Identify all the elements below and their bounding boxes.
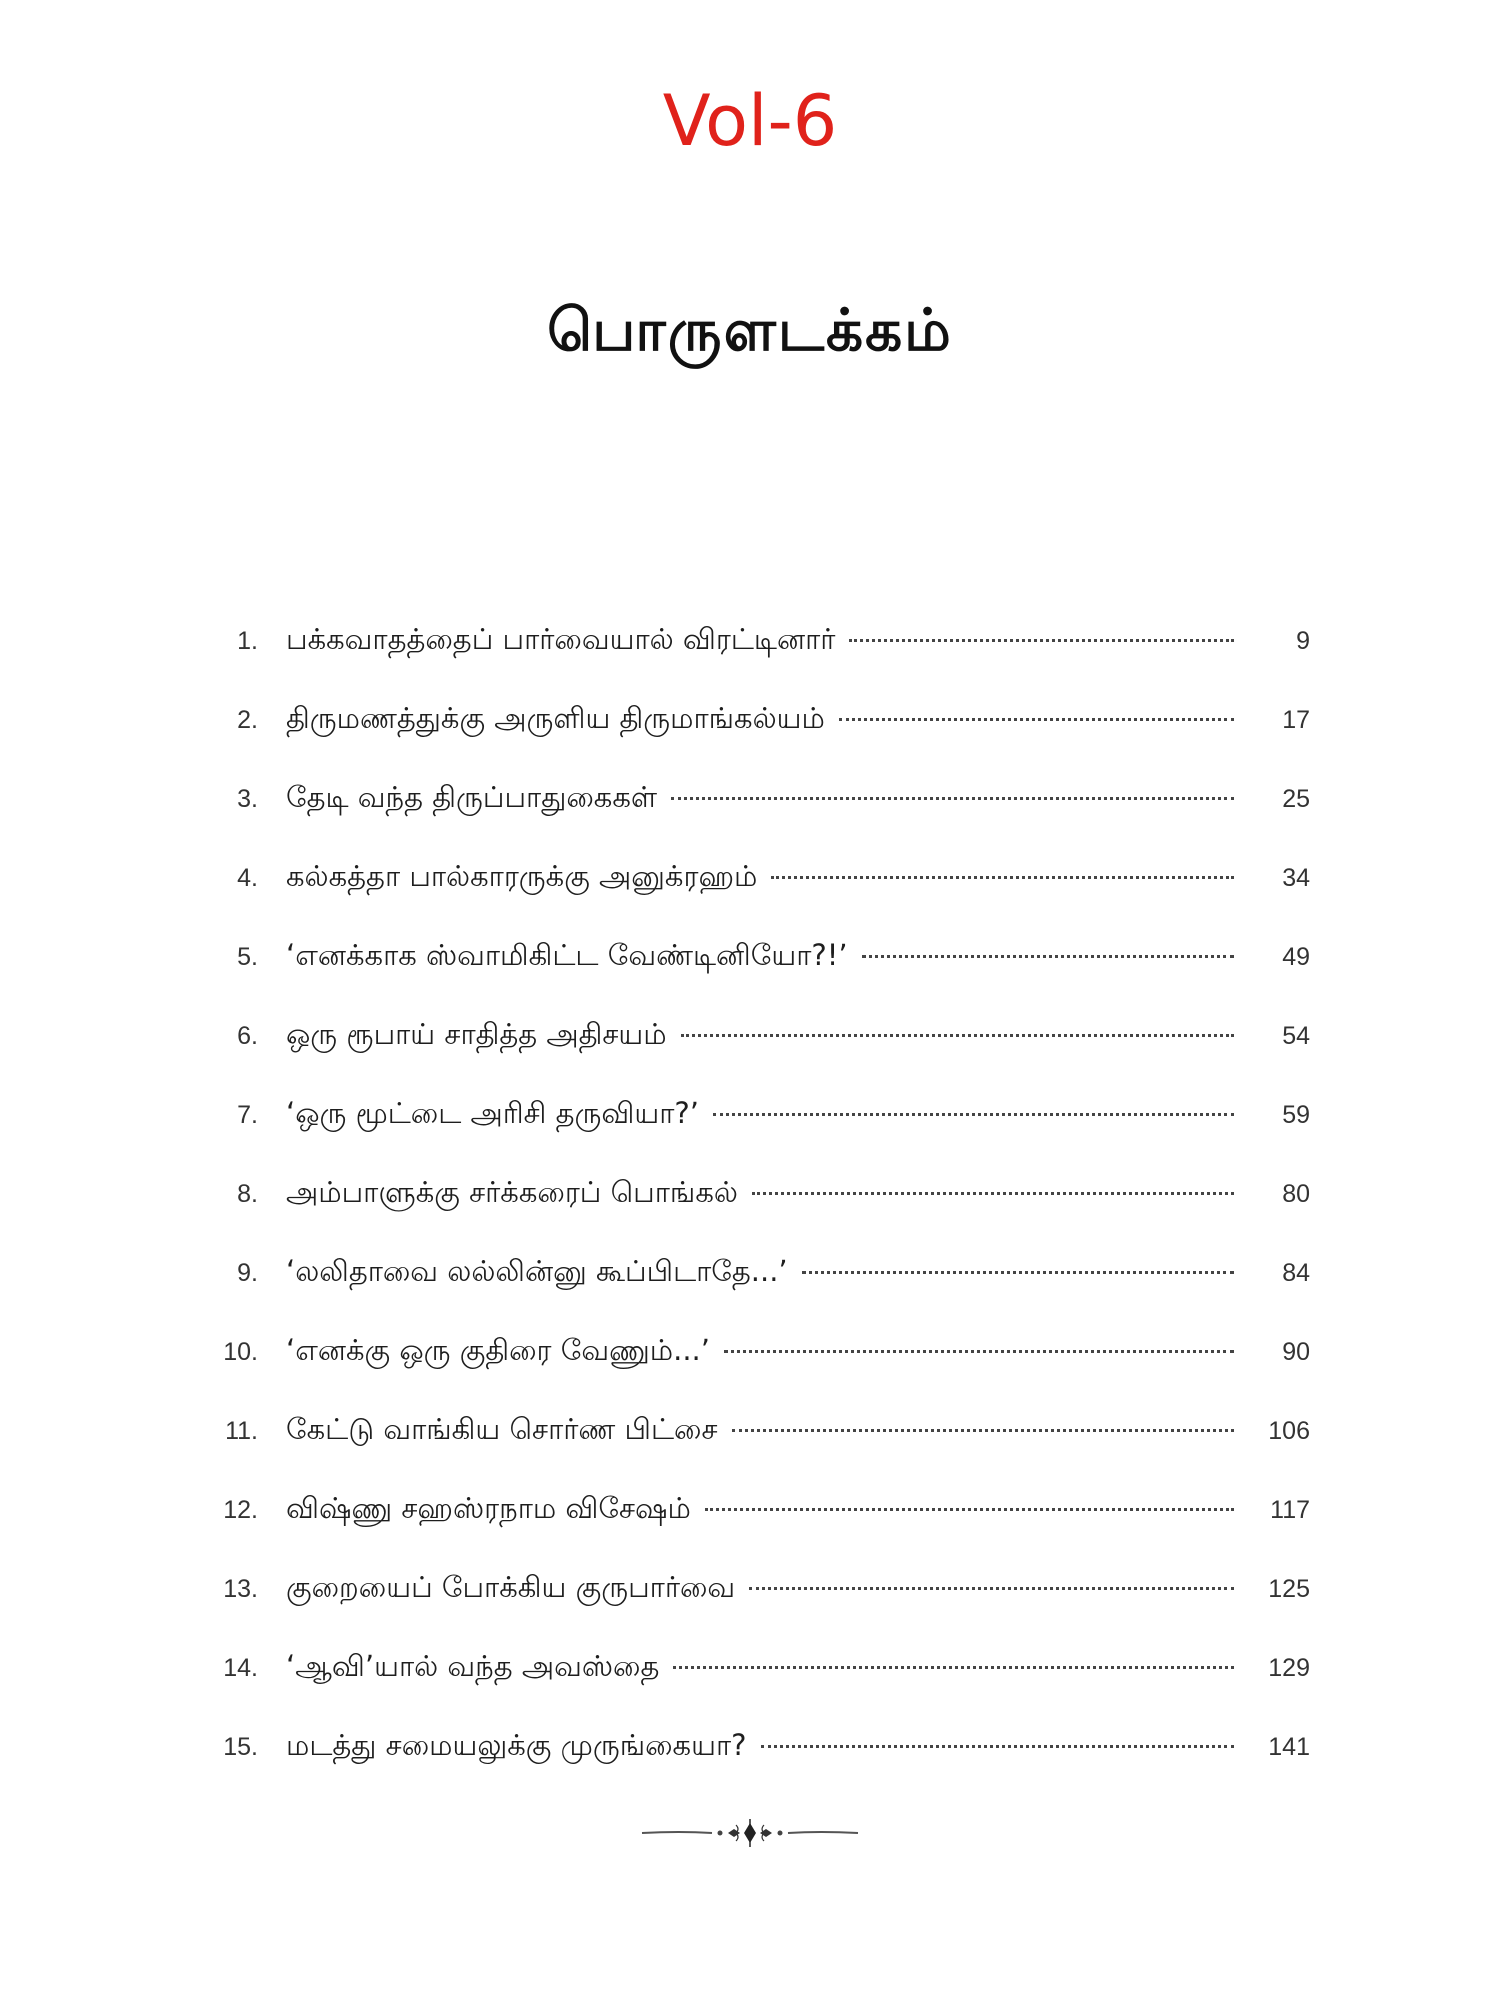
toc-entry-number: 15. [223,1733,258,1761]
toc-entry [200,1627,1310,1706]
dot-leader [802,1271,1234,1274]
dot-leader [671,797,1234,800]
toc-entry [200,1311,1310,1390]
toc-entry-page-number: 34 [1282,864,1310,892]
toc-entry-page-number: 125 [1268,1575,1310,1603]
toc-entry [200,600,1310,679]
toc-entry [200,1706,1310,1785]
decorative-flourish-icon [640,1815,860,1851]
toc-entry-number: 13. [223,1575,258,1603]
page-title: பொருளடக்கம் [547,296,953,364]
toc-entry [200,995,1310,1074]
table-of-contents [200,600,1310,1785]
toc-entry-title: ‘ஆவி’யால் வந்த அவஸ்தை [286,1649,660,1683]
dot-leader [771,876,1234,879]
toc-entry [200,1232,1310,1311]
toc-entry-title: திருமணத்துக்கு அருளிய திருமாங்கல்யம் [286,701,825,735]
dot-leader [862,955,1234,958]
toc-entry-title: ஒரு ரூபாய் சாதித்த அதிசயம் [286,1017,667,1051]
dot-leader [705,1508,1234,1511]
toc-entry-number: 1. [237,627,258,655]
toc-entry-page-number: 17 [1282,706,1310,734]
toc-entry-title: ‘லலிதாவை லல்லின்னு கூப்பிடாதே...’ [286,1254,788,1288]
dot-leader [724,1350,1234,1353]
toc-entry [200,1469,1310,1548]
toc-entry-title: கேட்டு வாங்கிய சொர்ண பிட்சை [286,1412,718,1446]
toc-entry-number: 8. [237,1180,258,1208]
toc-entry-number: 9. [237,1259,258,1287]
dot-leader [849,639,1234,642]
dot-leader [752,1192,1234,1195]
toc-entry-number: 4. [237,864,258,892]
toc-entry-page-number: 117 [1270,1496,1310,1524]
dot-leader [732,1429,1234,1432]
toc-entry-page-number: 106 [1268,1417,1310,1445]
toc-entry [200,679,1310,758]
toc-entry [200,1153,1310,1232]
toc-entry-title: பக்கவாதத்தைப் பார்வையால் விரட்டினார் [286,622,836,656]
toc-entry-page-number: 129 [1268,1654,1310,1682]
toc-entry-title: விஷ்ணு சஹஸ்ரநாம விசேஷம் [286,1491,691,1525]
toc-entry-title: தேடி வந்த திருப்பாதுகைகள் [286,780,658,814]
toc-entry-number: 11. [225,1417,258,1445]
toc-entry-title: குறையைப் போக்கிய குருபார்வை [286,1570,736,1604]
volume-label: Vol-6 [662,80,838,162]
toc-entry-number: 12. [223,1496,258,1524]
dot-leader [839,718,1234,721]
dot-leader [681,1034,1234,1037]
toc-entry [200,916,1310,995]
toc-entry-title: ‘ஒரு மூட்டை அரிசி தருவியா?’ [286,1096,699,1130]
toc-entry [200,1074,1310,1153]
toc-entry-title: ‘எனக்கு ஒரு குதிரை வேணும்...’ [286,1333,710,1367]
toc-entry [200,837,1310,916]
toc-entry-title: மடத்து சமையலுக்கு முருங்கையா? [286,1728,747,1762]
toc-entry-number: 2. [237,706,258,734]
dot-leader [673,1666,1234,1669]
toc-entry-number: 7. [237,1101,258,1129]
toc-entry-page-number: 59 [1282,1101,1310,1129]
toc-entry [200,1548,1310,1627]
toc-entry-title: கல்கத்தா பால்காரருக்கு அனுக்ரஹம் [286,859,758,893]
toc-entry-number: 5. [237,943,258,971]
dot-leader [749,1587,1234,1590]
toc-entry-page-number: 90 [1282,1338,1310,1366]
toc-entry-page-number: 49 [1282,943,1310,971]
toc-entry-title: ‘எனக்காக ஸ்வாமிகிட்ட வேண்டினியோ?!’ [286,938,848,972]
toc-entry-page-number: 54 [1282,1022,1310,1050]
toc-entry [200,758,1310,837]
toc-entry-number: 14. [223,1654,258,1682]
toc-entry-number: 3. [237,785,258,813]
toc-entry-number: 10. [223,1338,258,1366]
dot-leader [761,1745,1234,1748]
toc-entry-page-number: 84 [1282,1259,1310,1287]
dot-leader [713,1113,1234,1116]
toc-entry-page-number: 141 [1268,1733,1310,1761]
toc-entry-number: 6. [237,1022,258,1050]
toc-entry-page-number: 25 [1282,785,1310,813]
toc-entry-title: அம்பாளுக்கு சர்க்கரைப் பொங்கல் [286,1175,738,1209]
toc-entry [200,1390,1310,1469]
toc-entry-page-number: 80 [1282,1180,1310,1208]
toc-entry-page-number: 9 [1296,627,1310,655]
